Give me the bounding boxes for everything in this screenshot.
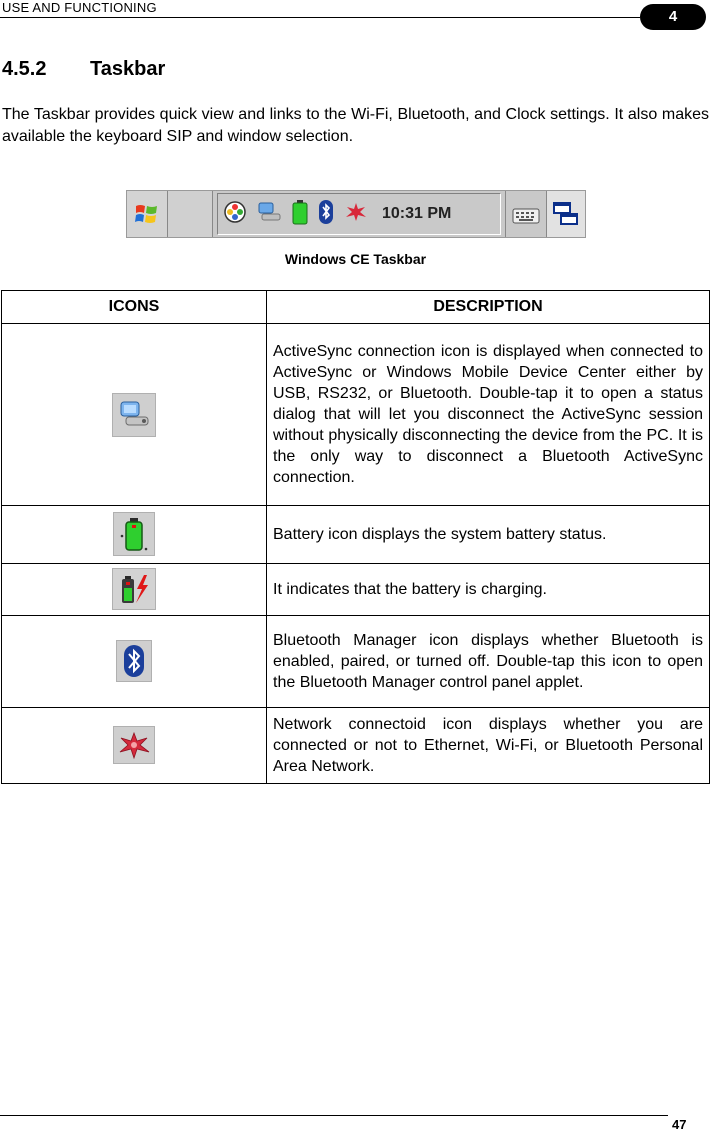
battery-charging-icon — [112, 568, 156, 610]
footer-divider — [0, 1115, 668, 1116]
table-row — [2, 708, 710, 784]
table-row — [2, 564, 710, 616]
taskbar-figure — [126, 190, 586, 238]
section-heading — [2, 58, 165, 81]
table-header-row — [2, 291, 710, 324]
windows-start-icon — [127, 191, 168, 237]
section-number: 4.5.2 — [2, 58, 47, 80]
system-tray — [217, 193, 501, 235]
running-header: USE AND FUNCTIONING — [2, 0, 157, 15]
row-description: Battery icon displays the system battery status. — [267, 506, 710, 564]
taskbar-empty-slot — [168, 191, 213, 237]
table-row — [2, 324, 710, 506]
row-description: Bluetooth Manager icon displays whether Bluetooth is enabled, paired, or turned off. Double-tap this icon to open the Bluetooth Manager control panel applet. — [267, 616, 710, 708]
keyboard-sip-icon — [505, 191, 546, 237]
description-column-header: DESCRIPTION — [267, 291, 710, 324]
battery-tray-icon — [292, 199, 308, 230]
bluetooth-icon — [116, 640, 152, 682]
network-connectoid-icon — [113, 726, 155, 764]
row-description: Network connectoid icon displays whether you are connected or not to Ethernet, Wi-Fi, or Bluetooth Personal Area Network. — [267, 708, 710, 784]
bluetooth-tray-icon — [318, 199, 334, 230]
window-selection-icon — [546, 191, 585, 237]
activesync-tray-icon — [256, 200, 282, 229]
color-wheel-icon — [224, 201, 246, 228]
taskbar-clock: 10:31 PM — [382, 205, 452, 222]
chapter-badge: 4 — [640, 4, 706, 30]
battery-icon — [113, 512, 155, 556]
table-row — [2, 616, 710, 708]
icons-column-header: ICONS — [2, 291, 267, 324]
row-description: ActiveSync connection icon is displayed when connected to ActiveSync or Windows Mobile Device Center either by USB, RS232, or Bluetooth. Double-tap it to open a status dialog that will let you disconnect the ActiveSync session without physically disconnecting the device from the PC. It is the only way to disconnect a Bluetooth ActiveSync connection. — [267, 324, 710, 506]
section-title: Taskbar — [90, 58, 166, 80]
page-number: 47 — [672, 1117, 687, 1132]
intro-paragraph: The Taskbar provides quick view and links to the Wi-Fi, Bluetooth, and Clock settings. It also makes available the keyboard SIP and window selection. — [2, 106, 709, 145]
table-row — [2, 506, 710, 564]
figure-caption: Windows CE Taskbar — [284, 251, 427, 267]
activesync-icon — [112, 393, 156, 437]
header-divider — [0, 17, 640, 18]
network-tray-icon — [344, 201, 368, 228]
icons-table — [1, 290, 710, 784]
row-description: It indicates that the battery is charging. — [267, 564, 710, 616]
